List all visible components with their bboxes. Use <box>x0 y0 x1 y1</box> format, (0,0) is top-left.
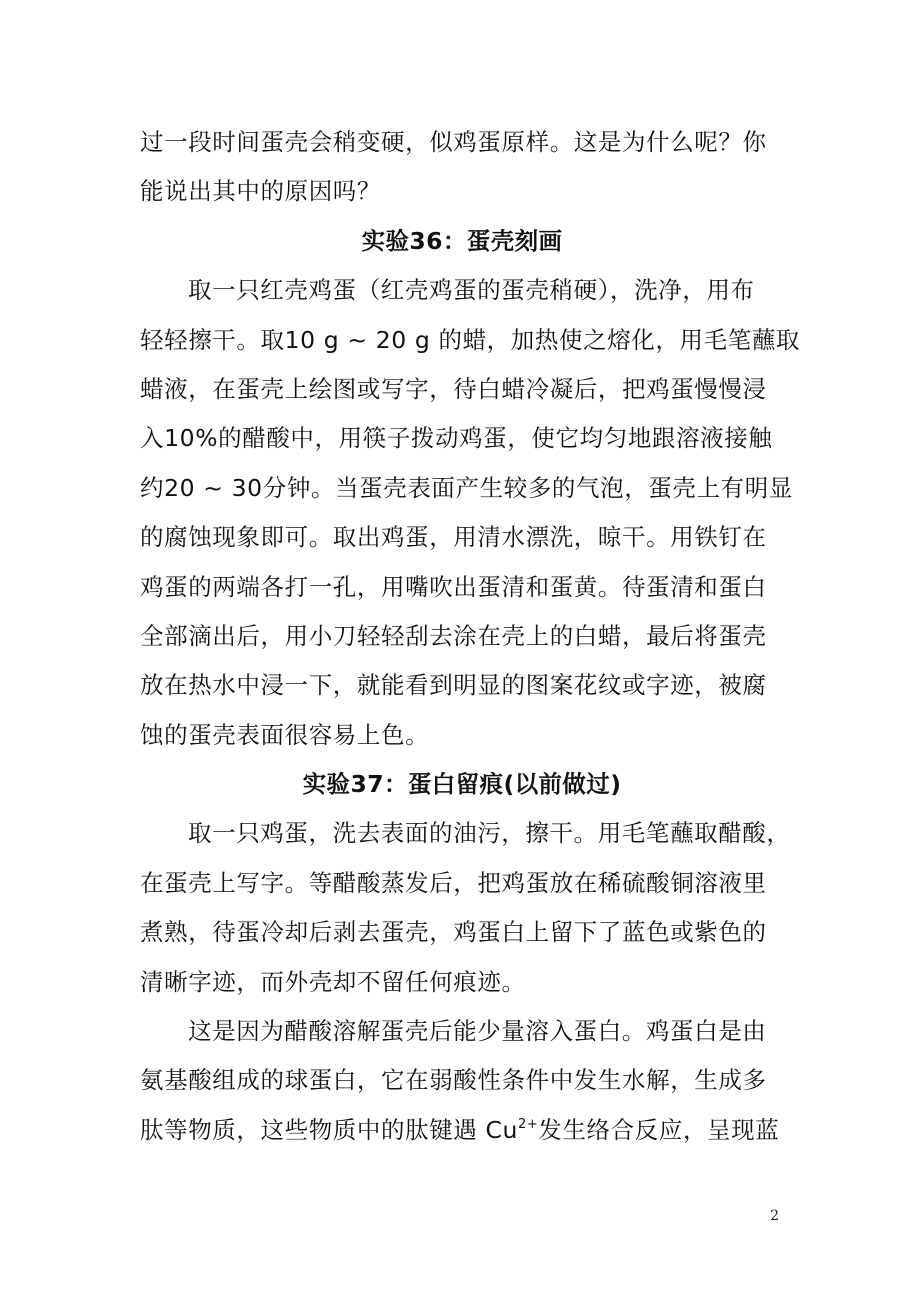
ion-charge-superscript: 2+ <box>517 1116 539 1132</box>
text-line: 入10%的醋酸中，用筷子拨动鸡蛋，使它均匀地跟溶液接触 <box>140 424 773 453</box>
section-heading-exp36: 实验36：蛋壳刻画 <box>361 226 563 255</box>
text-line: 煮熟，待蛋冷却后剥去蛋壳，鸡蛋白上留下了蓝色或紫色的 <box>140 918 767 947</box>
text-line: 过一段时间蛋壳会稍变硬，似鸡蛋原样。这是为什么呢？你 <box>140 128 767 156</box>
text-line: 在蛋壳上写字。等醋酸蒸发后，把鸡蛋放在稀硫酸铜溶液里 <box>140 868 767 897</box>
text-line: 放在热水中浸一下，就能看到明显的图案花纹或字迹，被腐 <box>140 671 767 700</box>
text-line: 取一只红壳鸡蛋（红壳鸡蛋的蛋壳稍硬），洗净，用布 <box>188 276 755 305</box>
text-fragment: 肽等物质，这些物质中的肽键遇 Cu <box>140 1115 518 1144</box>
text-line: 鸡蛋的两端各打一孔，用嘴吹出蛋清和蛋黄。待蛋清和蛋白 <box>140 572 767 601</box>
text-line: 蚀的蛋壳表面很容易上色。 <box>140 720 430 749</box>
section-heading-exp37: 实验37：蛋白留痕(以前做过) <box>302 770 622 799</box>
text-line: 全部滴出后，用小刀轻轻刮去涂在壳上的白蜡，最后将蛋壳 <box>140 621 767 650</box>
text-line: 清晰字迹，而外壳却不留任何痕迹。 <box>140 967 526 996</box>
text-line: 蜡液，在蛋壳上绘图或写字，待白蜡冷凝后，把鸡蛋慢慢浸 <box>140 374 767 403</box>
page-number: 2 <box>770 1208 779 1224</box>
text-line: 的腐蚀现象即可。取出鸡蛋，用清水漂洗，晾干。用铁钉在 <box>140 523 767 552</box>
text-line: 能说出其中的原因吗？ <box>140 177 381 206</box>
text-line: 约20 ~ 30分钟。当蛋壳表面产生较多的气泡，蛋壳上有明显 <box>140 473 793 502</box>
text-line: 这是因为醋酸溶解蛋壳后能少量溶入蛋白。鸡蛋白是由 <box>188 1017 767 1046</box>
text-line-with-superscript <box>140 1106 784 1155</box>
text-line: 取一只鸡蛋，洗去表面的油污，擦干。用毛笔蘸取醋酸， <box>188 819 791 848</box>
text-fragment: 发生络合反应，呈现蓝 <box>538 1115 780 1144</box>
document-body <box>140 118 800 1155</box>
text-line: 氨基酸组成的球蛋白，它在弱酸性条件中发生水解，生成多 <box>140 1066 767 1095</box>
text-line: 轻轻擦干。取10 g ~ 20 g 的蜡，加热使之熔化，用毛笔蘸取 <box>140 325 800 354</box>
